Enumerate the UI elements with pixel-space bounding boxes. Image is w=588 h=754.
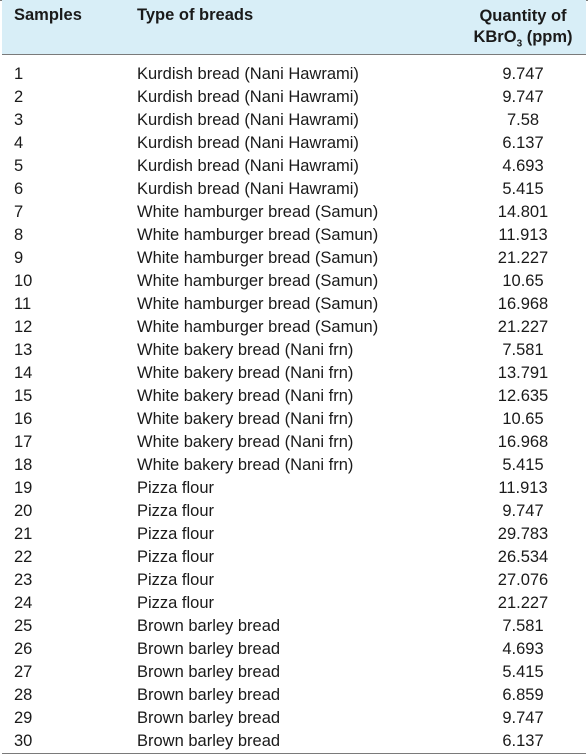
cell-sample: 14 — [14, 364, 33, 383]
cell-sample: 16 — [14, 410, 33, 429]
cell-quantity: 21.227 — [497, 594, 549, 613]
cell-sample: 3 — [14, 111, 24, 130]
cell-sample: 5 — [14, 157, 24, 176]
table-row — [2, 569, 586, 592]
header-row — [2, 0, 586, 55]
cell-sample: 10 — [14, 272, 33, 291]
cell-type: Pizza flour — [137, 525, 215, 544]
table-row — [2, 730, 586, 754]
cell-type: Pizza flour — [137, 479, 215, 498]
table-row — [2, 408, 586, 431]
cell-type: Kurdish bread (Nani Hawrami) — [137, 88, 359, 107]
cell-quantity: 5.415 — [502, 456, 544, 475]
cell-quantity: 16.968 — [497, 295, 549, 314]
cell-sample: 11 — [14, 295, 32, 314]
table-row — [2, 132, 586, 155]
cell-type: White hamburger bread (Samun) — [137, 272, 379, 291]
cell-type: Kurdish bread (Nani Hawrami) — [137, 157, 359, 176]
table-row — [2, 86, 586, 109]
cell-type: Kurdish bread (Nani Hawrami) — [137, 111, 359, 130]
cell-type: White hamburger bread (Samun) — [137, 226, 379, 245]
table-header — [2, 0, 586, 55]
cell-type: White bakery bread (Nani frn) — [137, 433, 354, 452]
table-row — [2, 684, 586, 707]
cell-sample: 12 — [14, 318, 33, 337]
cell-type: Kurdish bread (Nani Hawrami) — [137, 65, 359, 84]
header-quantity-unit: (ppm) — [522, 28, 573, 46]
cell-sample: 1 — [14, 65, 24, 84]
cell-sample: 24 — [14, 594, 33, 613]
table-row — [2, 454, 586, 477]
cell-quantity: 9.747 — [502, 65, 544, 84]
header-samples: Samples — [2, 0, 137, 55]
table-row — [2, 339, 586, 362]
cell-type: Brown barley bread — [137, 663, 281, 682]
cell-quantity: 13.791 — [497, 364, 549, 383]
table-row — [2, 661, 586, 684]
cell-sample: 13 — [14, 341, 33, 360]
cell-type: White hamburger bread (Samun) — [137, 203, 379, 222]
cell-sample: 19 — [14, 479, 33, 498]
cell-quantity: 6.137 — [502, 134, 544, 153]
table-row — [2, 592, 586, 615]
cell-sample: 18 — [14, 456, 33, 475]
cell-type: Brown barley bread — [137, 617, 281, 636]
table-row — [2, 362, 586, 385]
bread-kbro3-table — [2, 0, 586, 754]
cell-quantity: 12.635 — [497, 387, 549, 406]
cell-sample: 26 — [14, 640, 33, 659]
cell-type: White hamburger bread (Samun) — [137, 295, 379, 314]
cell-quantity: 10.65 — [502, 410, 544, 429]
cell-type: Brown barley bread — [137, 640, 281, 659]
cell-quantity: 11.913 — [498, 226, 548, 245]
table-row — [2, 293, 586, 316]
header-type-of-breads: Type of breads — [137, 0, 460, 55]
cell-sample: 17 — [14, 433, 33, 452]
cell-quantity: 26.534 — [497, 548, 549, 567]
cell-type: Brown barley bread — [137, 686, 281, 705]
cell-quantity: 5.415 — [502, 180, 544, 199]
table-row — [2, 270, 586, 293]
cell-sample: 25 — [14, 617, 33, 636]
cell-type: White hamburger bread (Samun) — [137, 318, 379, 337]
cell-quantity: 6.137 — [460, 730, 586, 754]
cell-quantity: 4.693 — [502, 157, 544, 176]
table-row — [2, 477, 586, 500]
table-row — [2, 247, 586, 270]
header-quantity-formula: KBrO — [473, 28, 517, 46]
table-row — [2, 155, 586, 178]
cell-type: Kurdish bread (Nani Hawrami) — [137, 180, 359, 199]
table-row — [2, 500, 586, 523]
cell-type: White bakery bread (Nani frn) — [137, 387, 354, 406]
cell-sample: 9 — [14, 249, 24, 268]
table-row — [2, 109, 586, 132]
cell-quantity: 9.747 — [502, 709, 544, 728]
table-row — [2, 201, 586, 224]
cell-quantity: 29.783 — [497, 525, 549, 544]
cell-quantity: 7.58 — [506, 111, 540, 130]
cell-quantity: 7.581 — [502, 617, 544, 636]
cell-sample: 2 — [14, 88, 24, 107]
cell-sample: 21 — [14, 525, 33, 544]
table-row — [2, 523, 586, 546]
table-body — [2, 55, 586, 754]
cell-type: Brown barley bread — [137, 709, 281, 728]
cell-sample: 8 — [14, 226, 24, 245]
cell-quantity: 10.65 — [502, 272, 544, 291]
cell-quantity: 9.747 — [502, 88, 544, 107]
header-quantity — [460, 0, 586, 55]
cell-type: White hamburger bread (Samun) — [137, 249, 379, 268]
cell-sample: 27 — [14, 663, 33, 682]
cell-sample: 29 — [14, 709, 33, 728]
cell-quantity: 21.227 — [497, 249, 549, 268]
cell-sample: 20 — [14, 502, 33, 521]
cell-quantity: 9.747 — [502, 502, 544, 521]
cell-sample: 4 — [14, 134, 24, 153]
cell-quantity: 6.859 — [502, 686, 544, 705]
cell-type: White bakery bread (Nani frn) — [137, 456, 354, 475]
cell-quantity: 27.076 — [497, 571, 549, 590]
cell-sample: 6 — [14, 180, 24, 199]
cell-type: Pizza flour — [137, 594, 215, 613]
cell-type: Pizza flour — [137, 548, 215, 567]
cell-sample: 15 — [14, 387, 33, 406]
header-quantity-line1: Quantity of — [479, 7, 567, 25]
cell-type: Pizza flour — [137, 571, 215, 590]
cell-quantity: 21.227 — [497, 318, 549, 337]
table-row — [2, 385, 586, 408]
cell-sample: 23 — [14, 571, 33, 590]
cell-type: White bakery bread (Nani frn) — [137, 410, 354, 429]
table-row — [2, 316, 586, 339]
cell-type: White bakery bread (Nani frn) — [137, 341, 354, 360]
cell-quantity: 7.581 — [502, 341, 544, 360]
table-row — [2, 707, 586, 730]
cell-type: Kurdish bread (Nani Hawrami) — [137, 134, 359, 153]
cell-quantity: 14.801 — [497, 203, 549, 222]
cell-type: Pizza flour — [137, 502, 215, 521]
cell-quantity: 16.968 — [497, 433, 549, 452]
cell-sample: 7 — [14, 203, 24, 222]
header-quantity-subscript: 3 — [516, 38, 523, 50]
table-row — [2, 55, 586, 87]
table-row — [2, 615, 586, 638]
cell-sample: 28 — [14, 686, 33, 705]
cell-quantity: 11.913 — [498, 479, 548, 498]
table-row — [2, 546, 586, 569]
cell-type: Brown barley bread — [137, 730, 460, 754]
bread-kbro3-table-container — [2, 0, 586, 754]
cell-sample: 22 — [14, 548, 33, 567]
table-row — [2, 178, 586, 201]
table-row — [2, 638, 586, 661]
cell-sample: 30 — [2, 730, 137, 754]
cell-quantity: 5.415 — [502, 663, 544, 682]
table-row — [2, 431, 586, 454]
cell-type: White bakery bread (Nani frn) — [137, 364, 354, 383]
table-row — [2, 224, 586, 247]
cell-quantity: 4.693 — [502, 640, 544, 659]
